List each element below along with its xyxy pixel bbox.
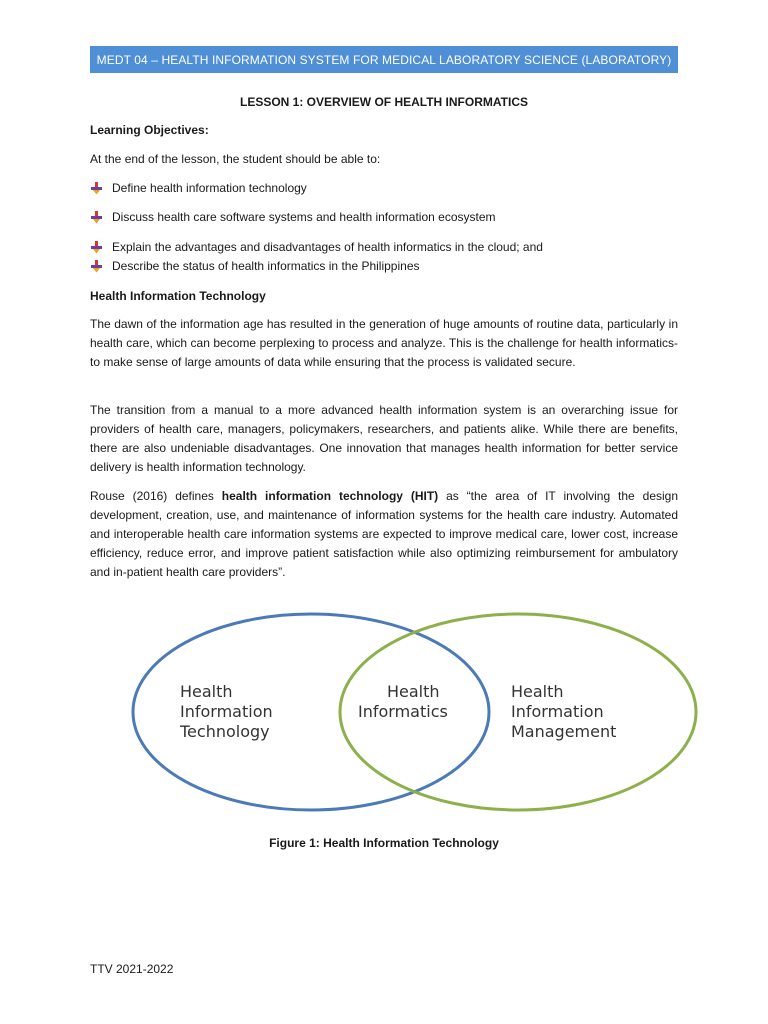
lesson-title: LESSON 1: OVERVIEW OF HEALTH INFORMATICS (239, 95, 528, 109)
objective-item (90, 209, 678, 225)
objective-item-text: Describe the status of health informatics in the Philippines (112, 259, 420, 273)
hi-label: Health Informatics (358, 682, 448, 721)
paragraph-3-rest: as “the area of IT involving the design development, creation, use, and maintenance of information systems for the health care industry. Automated and interoperable health care information systems are expected to improve medical care, lower cost, increase efficiency, reduce error, and improve patient satisfaction while also optimizing reimbursement for ambulatory and in-patient health care providers”. (90, 489, 679, 579)
objective-item-text: Explain the advantages and disadvantages of health informatics in the cloud; and (112, 240, 543, 254)
objective-item (90, 258, 678, 274)
objectives-heading: Learning Objectives: (90, 123, 209, 137)
bullet-arrow-icon (90, 211, 103, 224)
objective-item-text: Define health information technology (112, 181, 307, 195)
paragraph-2: The transition from a manual to a more advanced health information system is an overarching issue for providers of health care, managers, policymakers, researchers, and patients alike. While there are benefits, there are also undeniable disadvantages. One innovation that manages health information for better service delivery is health information technology. (90, 403, 678, 474)
bullet-arrow-icon (90, 241, 103, 254)
venn-diagram (125, 600, 705, 820)
paragraph-3-lead: Rouse (2016) defines (90, 489, 222, 503)
course-title: MEDT 04 – HEALTH INFORMATION SYSTEM FOR MEDICAL LABORATORY SCIENCE (LABORATORY) (96, 52, 672, 67)
footer-text: TTV 2021-2022 (90, 962, 174, 976)
objective-item (90, 239, 678, 255)
him-label: Health Information Management (511, 682, 617, 741)
objective-item (90, 180, 678, 196)
objective-item-text: Discuss health care software systems and health information ecosystem (112, 210, 496, 224)
section-heading: Health Information Technology (90, 289, 266, 303)
bullet-arrow-icon (90, 260, 103, 273)
paragraph-1: The dawn of the information age has resulted in the generation of huge amounts of routine data, particularly in health care, which can become perplexing to process and analyze. This is the challenge for health informatics- to make sense of large amounts of data while ensuring that the process is validated secure. (90, 317, 678, 369)
figure-caption: Figure 1: Health Information Technology (269, 836, 499, 850)
hit-term: health information technology (HIT) (221, 489, 439, 503)
paragraph-3 (90, 487, 678, 582)
course-header-bar (90, 46, 678, 73)
hit-label: Health Information Technology (180, 682, 273, 741)
bullet-arrow-icon (90, 182, 103, 195)
objectives-intro: At the end of the lesson, the student should be able to: (90, 152, 381, 166)
